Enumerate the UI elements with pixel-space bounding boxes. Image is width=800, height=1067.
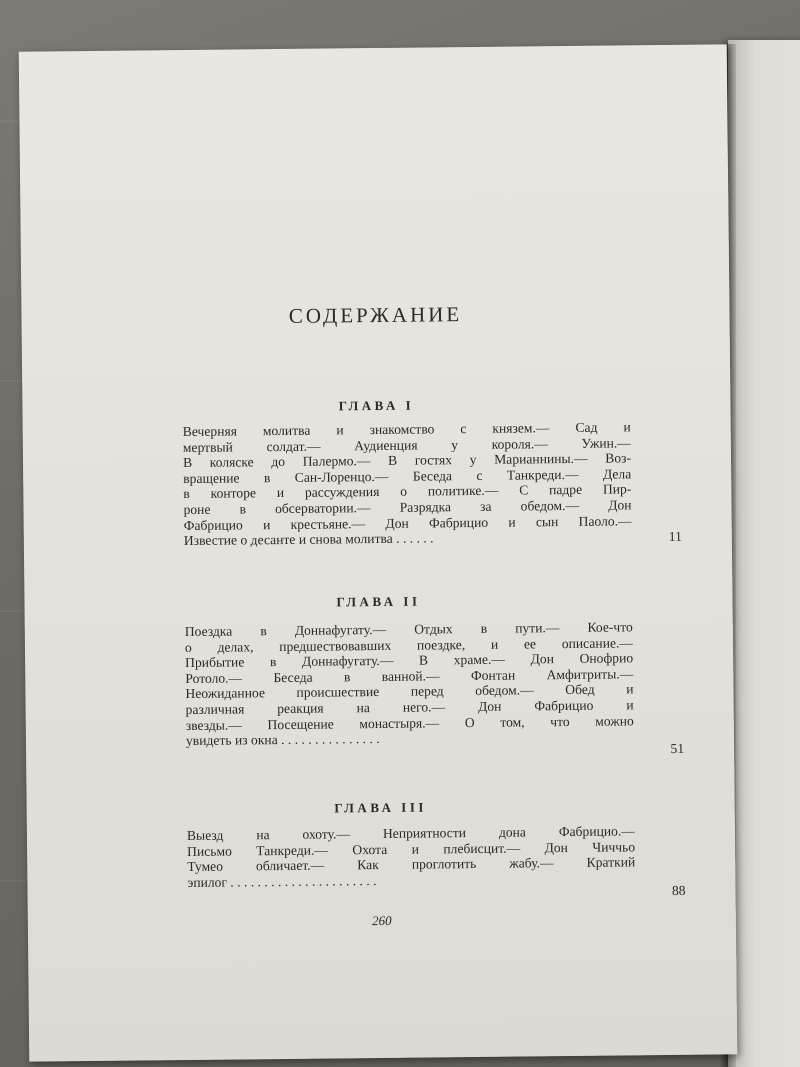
entry-line: в конторе и рассуждения о политике.— С падре Пир- xyxy=(183,481,632,502)
entry-line: роне в обсерватории.— Разрядка за обедом.— Дон xyxy=(183,497,632,518)
chapter-3-page-number: 88 xyxy=(671,882,686,898)
page-title: СОДЕРЖАНИЕ xyxy=(288,302,463,328)
chapter-1-entry xyxy=(183,419,632,548)
entry-line: Письмо Танкреди.— Охота и плебисцит.— Дон Чиччьо xyxy=(187,838,636,859)
entry-line: Неожиданное происшествие перед обедом.— Обед и xyxy=(185,681,634,702)
entry-line: увидеть из окна . . . . . . . . . . . . . . . xyxy=(185,731,380,749)
facing-page-edge xyxy=(728,40,800,1067)
page-folio-number: 260 xyxy=(372,912,392,929)
chapter-2-heading: ГЛАВА II xyxy=(336,593,421,610)
table-of-contents xyxy=(19,44,738,1061)
entry-line: Фабрицио и крестьяне.— Дон Фабрицио и сын Паоло.— xyxy=(183,512,632,533)
book-page xyxy=(19,44,738,1061)
entry-line: мертвый солдат.— Аудиенция у короля.— Ужин.— xyxy=(182,434,631,455)
chapter-2-entry xyxy=(185,619,634,748)
chapter-1-heading: ГЛАВА I xyxy=(338,397,415,414)
entry-line: вращение в Сан-Лоренцо.— Беседа с Танкреди.— Дела xyxy=(183,466,632,486)
entry-line: различная реакция на него.— Дон Фабрицио и xyxy=(185,697,634,717)
chapter-3-entry xyxy=(187,823,636,890)
entry-line: Тумео обличает.— Как проглотить жабу.— Краткий xyxy=(187,854,636,875)
entry-line: Вечерняя молитва и знакомство с князем.— Сад и xyxy=(182,419,631,440)
entry-line: В коляске до Палермо.— В гостях у Марианнины.— Воз- xyxy=(182,450,632,471)
entry-line: звезды.— Посещение монастыря.— О том, что можно xyxy=(185,712,634,733)
entry-line: Поездка в Доннафугату.— Отдых в пути.— Кое-что xyxy=(184,619,633,640)
chapter-1-page-number: 11 xyxy=(668,528,682,544)
entry-line: эпилог . . . . . . . . . . . . . . . . . . . . . . xyxy=(187,872,377,890)
entry-line: Выезд на охоту.— Неприятности дона Фабрицио.— xyxy=(186,823,636,844)
entry-line: Известие о десанте и снова молитва . . . . . . xyxy=(183,530,434,549)
entry-line: Ротоло.— Беседа в ванной.— Фонтан Амфитриты.— xyxy=(185,666,634,686)
entry-line: Прибытие в Доннафугату.— В храме.— Дон Онофрио xyxy=(185,650,634,671)
chapter-3-heading: ГЛАВА III xyxy=(334,799,428,816)
entry-line: о делах, предшествовавших поездке, и ее описание.— xyxy=(184,634,634,655)
chapter-2-page-number: 51 xyxy=(670,740,685,756)
